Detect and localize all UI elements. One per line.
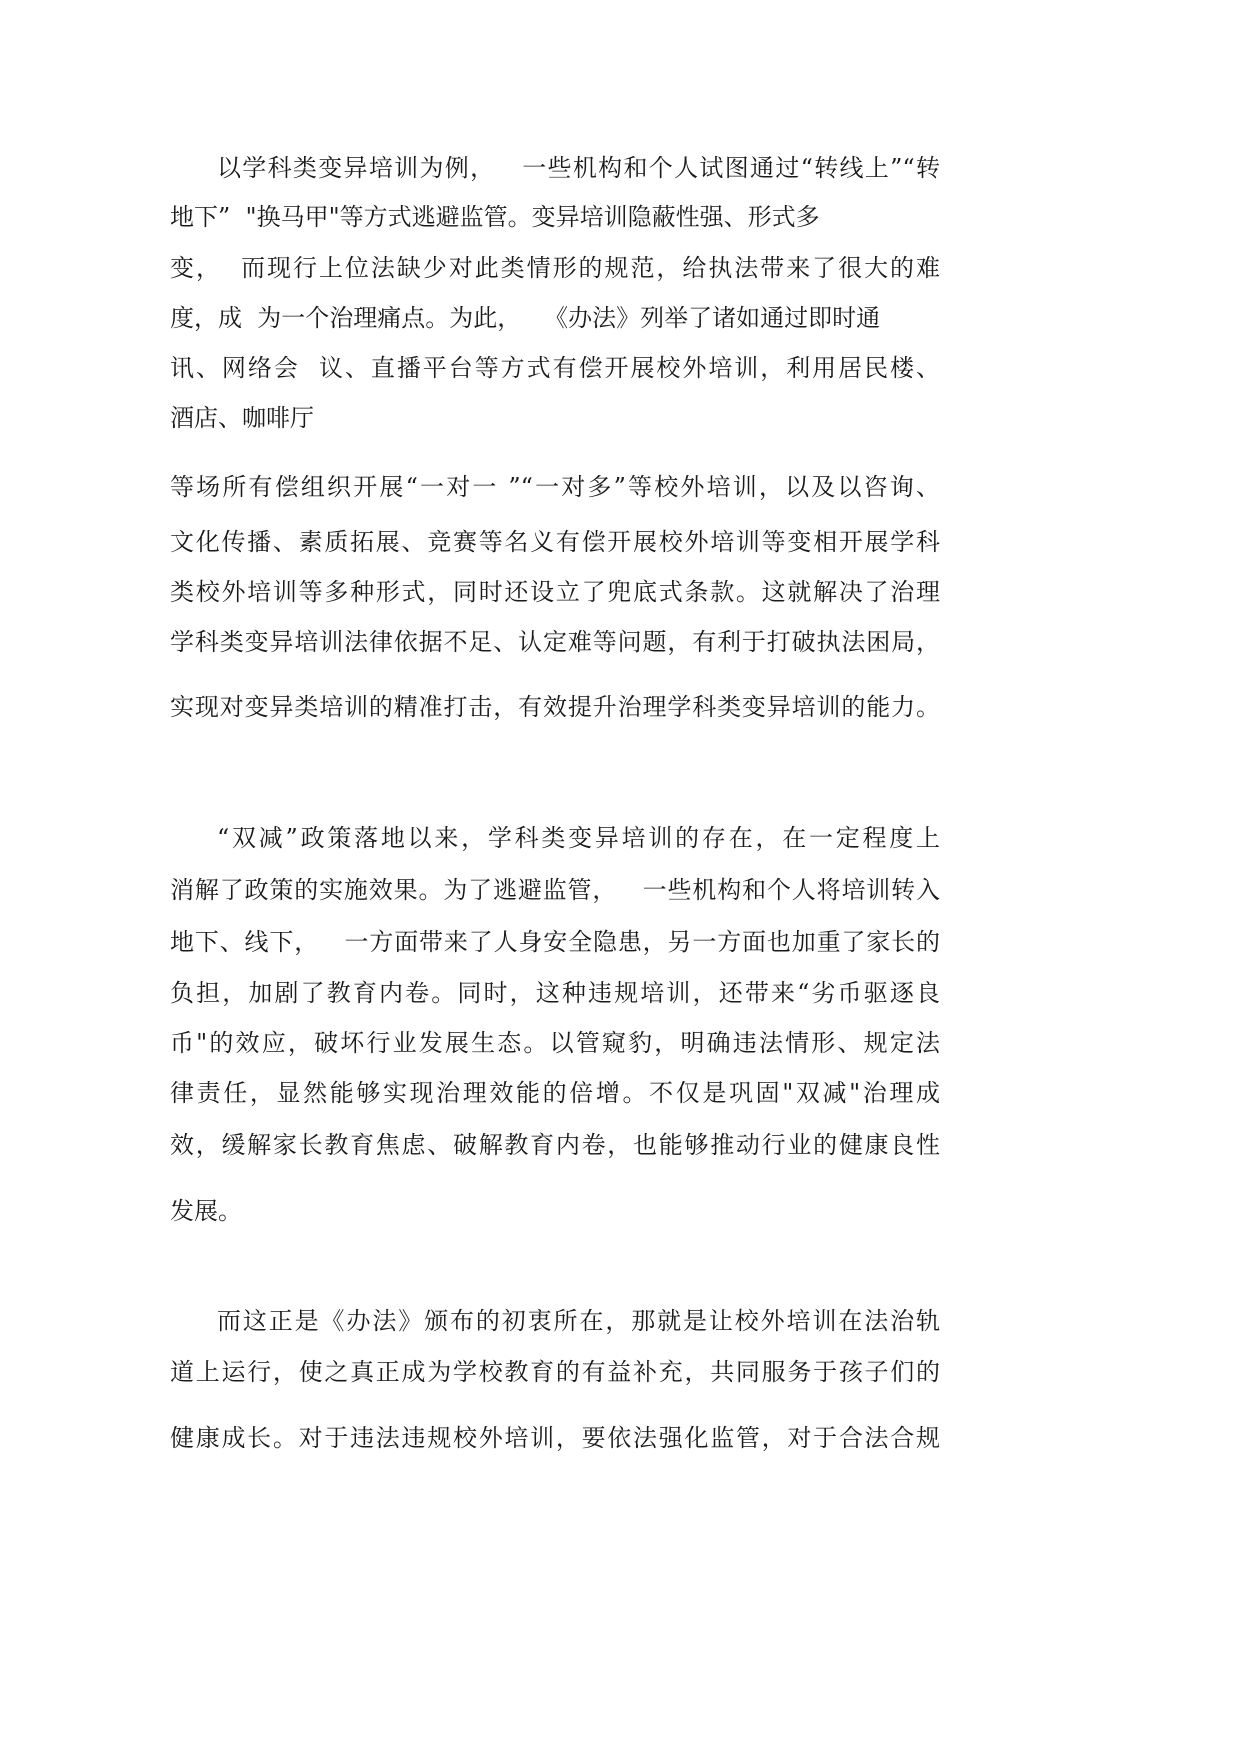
text-line: 度，成 为一个治理痛点。为此， 《办法》列举了诸如通过即时通 xyxy=(170,304,881,332)
text-line: 道上运行，使之真正成为学校教育的有益补充，共同服务于孩子们的 xyxy=(170,1358,940,1386)
text-line: 而这正是《办法》颁布的初衷所在，那就是让校外培训在法治轨 xyxy=(217,1307,940,1335)
text-line: 地下、线下， 一方面带来了人身安全隐患，另一方面也加重了家长的 xyxy=(170,928,940,956)
text-line: 学科类变异培训法律依据不足、认定难等问题，有利于打破执法困局， xyxy=(170,628,940,656)
text-line: 类校外培训等多种形式，同时还设立了兜底式条款。这就解决了治理 xyxy=(170,578,940,606)
text-line: 消解了政策的实施效果。为了逃避监管， 一些机构和个人将培训转入 xyxy=(170,876,940,904)
text-line: 酒店、咖啡厅 xyxy=(170,404,314,432)
text-line: 负担，加剧了教育内卷。同时，这种违规培训，还带来“劣币驱逐良 xyxy=(170,979,940,1007)
text-line: 等场所有偿组织开展“一对一 ”“一对多”等校外培训，以及以咨询、 xyxy=(170,473,940,501)
text-line: 健康成长。对于违法违规校外培训，要依法强化监管，对于合法合规 xyxy=(170,1424,940,1452)
text-line: 变， 而现行上位法缺少对此类情形的规范，给执法带来了很大的难 xyxy=(170,254,940,282)
text-line: 发展。 xyxy=(170,1197,242,1225)
text-line: 地下” "换马甲"等方式逃避监管。变异培训隐蔽性强、形式多 xyxy=(170,203,820,231)
text-line: 讯、网络会 议、直播平台等方式有偿开展校外培训，利用居民楼、 xyxy=(170,354,940,382)
text-line: 实现对变异类培训的精准打击，有效提升治理学科类变异培训的能力。 xyxy=(170,693,940,721)
text-line: 律责任，显然能够实现治理效能的倍增。不仅是巩固"双减"治理成 xyxy=(170,1079,940,1107)
text-line: 效，缓解家长教育焦虑、破解教育内卷，也能够推动行业的健康良性 xyxy=(170,1131,940,1159)
text-line: 以学科类变异培训为例， 一些机构和个人试图通过“转线上”“转 xyxy=(217,154,940,182)
text-line: 币"的效应，破坏行业发展生态。以管窥豹，明确违法情形、规定法 xyxy=(170,1029,940,1057)
text-line: 文化传播、素质拓展、竞赛等名义有偿开展校外培训等变相开展学科 xyxy=(170,528,940,556)
text-line: “双减”政策落地以来，学科类变异培训的存在，在一定程度上 xyxy=(217,824,940,852)
